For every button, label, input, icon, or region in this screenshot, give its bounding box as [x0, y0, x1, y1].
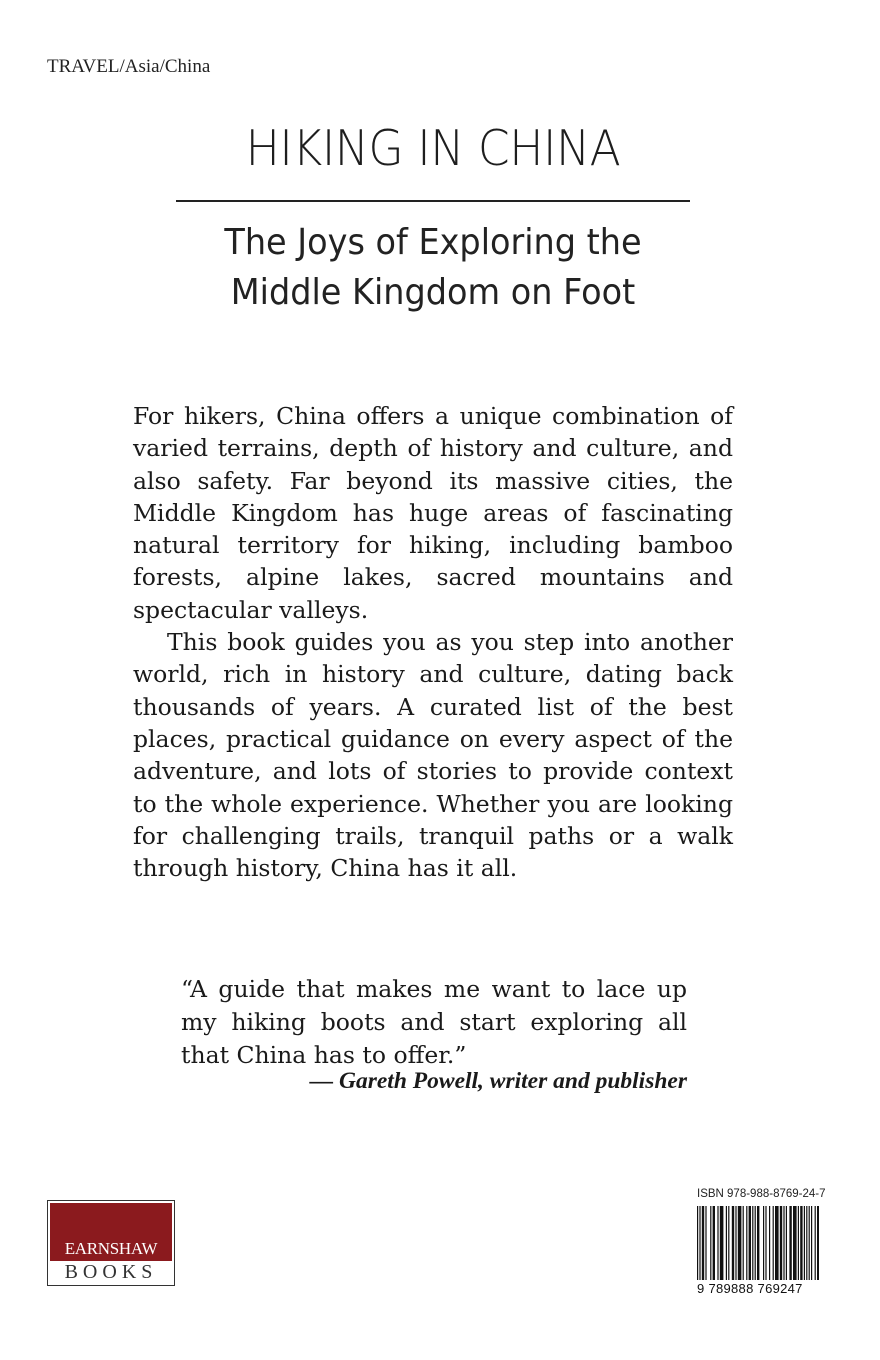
category-label: TRAVEL/Asia/China	[47, 56, 211, 77]
subtitle-line-1: The Joys of Exploring the	[224, 222, 642, 263]
isbn-label: ISBN 978-988-8769-24-7	[697, 1188, 826, 1200]
publisher-logo-band	[50, 1203, 172, 1261]
blurb-paragraph-2: This book guides you as you step into another world, rich in history and culture, dating back thousands of years. A curated list of the best places, practical guidance on every aspect of the adventure, and lots of stories to provide context to the whole experience. Whether you are looking for challenging trails, tranquil paths or a walk through history, China has it all.	[133, 628, 733, 883]
book-title: HIKING IN CHINA	[245, 120, 621, 177]
endorsement-quote: “A guide that makes me want to lace up my hiking boots and start exploring all that China has to offer.”	[181, 975, 687, 1069]
publisher-logo	[47, 1200, 175, 1286]
title-divider	[176, 200, 690, 202]
blurb-paragraph-1: For hikers, China offers a unique combination of varied terrains, depth of history and culture, and also safety. Far beyond its massive cities, the Middle Kingdom has huge areas of fascinating natural territory for hiking, including bamboo forests, alpine lakes, sacred mountains and spectacular valleys.	[133, 402, 733, 624]
barcode-digits: 9 789888 769247	[697, 1280, 819, 1298]
publisher-name-top: EARNSHAW	[64, 1239, 158, 1258]
subtitle-line-2: Middle Kingdom on Foot	[230, 272, 636, 313]
description-blurb	[133, 400, 733, 884]
book-subtitle	[194, 218, 672, 318]
quote-attribution: — Gareth Powell, writer and publisher	[309, 1068, 687, 1094]
publisher-name-bottom: BOOKS	[64, 1261, 158, 1283]
